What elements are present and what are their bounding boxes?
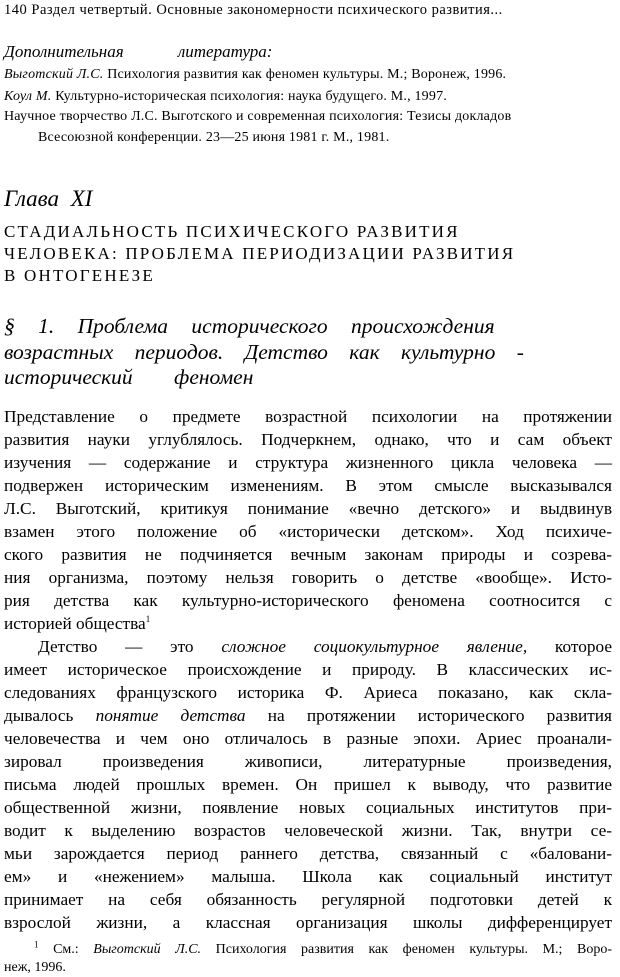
footnote-line: $^1$ См.: Выготский Л.С. Психология развития как феномен культуры. М.; Воро-: [34, 939, 613, 957]
body-text-line: ния организма, поэтому нельзя говорить о детстве «вообще». Исто-: [4, 568, 612, 587]
body-text-line: принимает на себя обязанность регулярной подготовки детей к: [4, 890, 612, 909]
body-text-line: изучения — содержание и структура жизненного цикла человека —: [4, 453, 612, 472]
body-text-line: историей общества$^1$: [4, 614, 151, 633]
body-text-line: подвержен историческим изменениям. В этом смысле высказывался: [4, 476, 612, 495]
body-text-line: водит к выделению возрастов человеческой жизни. Так, внутри се-: [4, 821, 612, 840]
literature-title: Дополнительная литература:: [4, 42, 273, 61]
chapter-title-line: ЧЕЛОВЕКА: ПРОБЛЕМА ПЕРИОДИЗАЦИИ РАЗВИТИЯ: [4, 244, 516, 263]
body-text-line: рия детства как культурно-исторического феномена соотносится с: [4, 591, 612, 610]
body-text-line: имеет историческое происхождение и природу. В классических ис-: [4, 660, 612, 679]
body-text-line: Представление о предмете возрастной психологии на протяжении: [4, 407, 612, 426]
literature-entry: Научное творчество Л.С. Выготского и современная психология: Тезисы докладов: [4, 109, 512, 124]
footnote-mark: 1: [34, 939, 39, 950]
chapter-label: Глава XI: [4, 186, 93, 211]
body-text-line: общественной жизни, появление новых социальных институтов при-: [4, 798, 612, 817]
chapter-title-line: В ОНТОГЕНЕЗЕ: [4, 266, 155, 285]
section-title-line: § 1. Проблема исторического происхождения: [4, 314, 495, 338]
body-text-line: взамен этого положение об «исторически детском». Ход психиче-: [4, 522, 612, 541]
body-text-line: Л.С. Выготский, критикуя понимание «вечно детского» и выдвинув: [4, 499, 612, 518]
literature-entry: Выготский Л.С. Психология развития как феномен культуры. М.; Воронеж, 1996.: [4, 67, 507, 82]
footnote-reference: 1: [145, 614, 151, 625]
literature-entry-continued: Всесоюзной конференции. 23—25 июня 1981 г. М., 1981.: [38, 130, 390, 145]
body-text-line: развития науки углублялось. Подчеркнем, однако, что и сам объект: [4, 430, 612, 449]
body-text-line: ем» и «нежением» малыша. Школа как социальный институт: [4, 867, 612, 886]
body-text-line: дывалось понятие детства на протяжении исторического развития: [4, 706, 612, 725]
section-title-line: возрастных периодов. Детство как культурно -: [4, 340, 524, 364]
body-text-line: следованиях французского историка Ф. Ариеса показано, как скла-: [4, 683, 612, 702]
literature-author: Выготский Л.С.: [4, 67, 104, 82]
literature-author: Коул М.: [4, 89, 52, 104]
footnote-line: неж, 1996.: [4, 960, 66, 975]
body-text-line: человечества и чем оно отличалось в разные эпохи. Ариес проанали-: [4, 729, 612, 748]
body-text-line: Детство — это сложное социокультурное явление, которое: [38, 637, 612, 656]
body-text-line: зировал произведения живописи, литературные произведения,: [4, 752, 612, 771]
body-text-line: мьи зарождается период раннего детства, связанный с «баловани-: [4, 844, 612, 863]
body-text-line: письма людей прошлых времен. Он пришел к выводу, что развитие: [4, 775, 612, 794]
section-title-line: исторический феномен: [4, 365, 254, 389]
literature-entry: Коул М. Культурно-историческая психология: наука будущего. М., 1997.: [4, 89, 447, 104]
chapter-title-line: СТАДИАЛЬНОСТЬ ПСИХИЧЕСКОГО РАЗВИТИЯ: [4, 222, 460, 241]
body-text-line: ского развития не подчиняется вечным законам природы и созрева-: [4, 545, 612, 564]
running-head: 140 Раздел четвертый. Основные закономерности психического развития...: [4, 2, 503, 18]
body-text-line: взрослой жизни, а классная организация школы дифференцирует: [4, 913, 612, 932]
